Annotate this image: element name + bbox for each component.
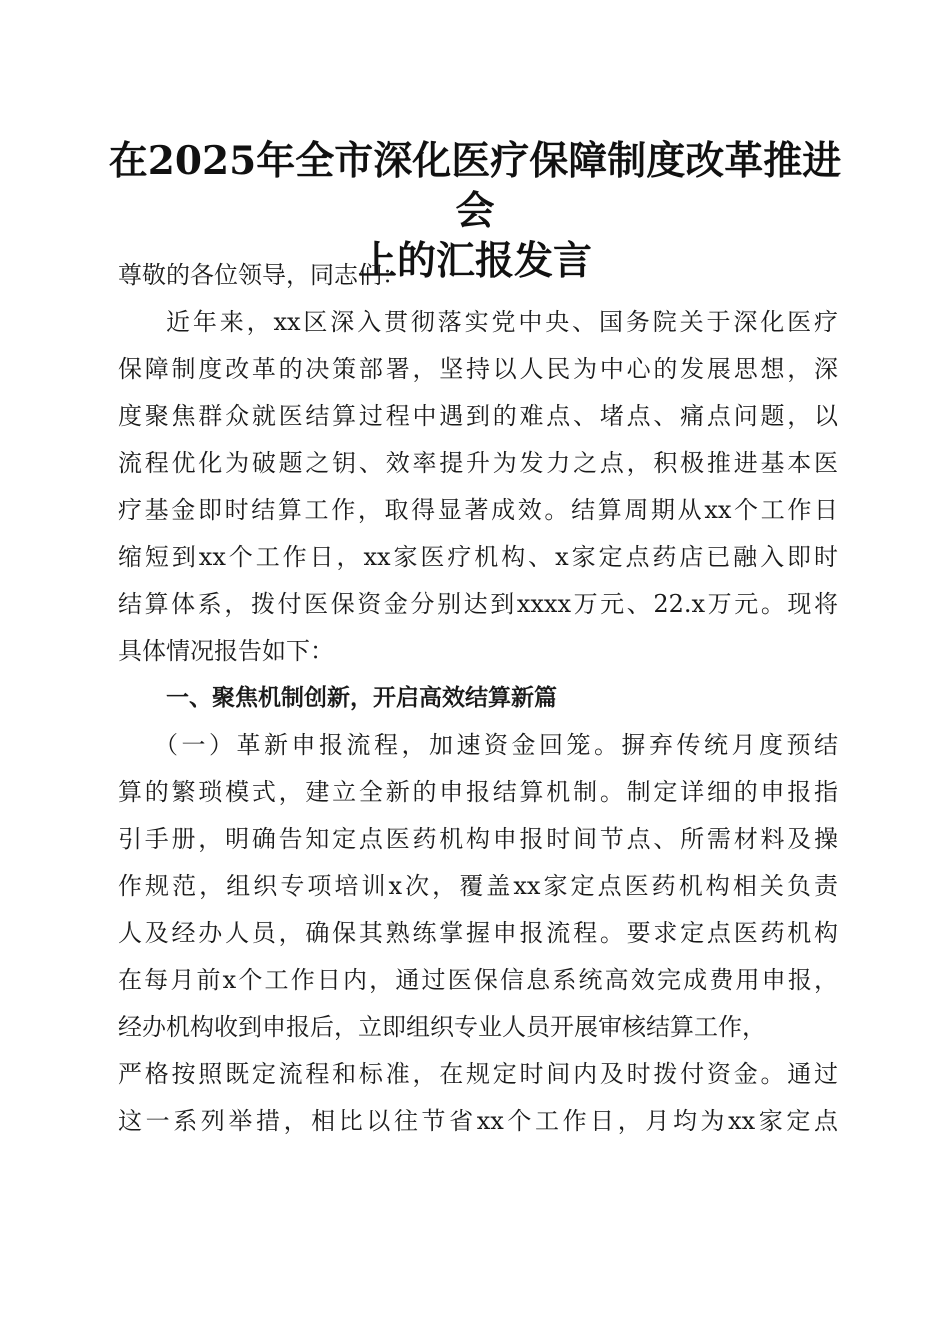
- paragraph-line: 严格按照既定流程和标准，在规定时间内及时拨付资金。通过: [118, 1060, 838, 1088]
- paragraph-line: 在每月前x个工作日内，通过医保信息系统高效完成费用申报，: [118, 966, 838, 994]
- paragraph-line: 经办机构收到申报后，立即组织专业人员开展审核结算工作，: [118, 1013, 766, 1041]
- document-body: [118, 252, 838, 1145]
- paragraph-line: 人及经办人员，确保其熟练掌握申报流程。要求定点医药机构: [118, 919, 838, 947]
- paragraph-line: 结算体系，拨付医保资金分别达到xxxx万元、22.x万元。现将: [118, 590, 838, 618]
- paragraph-line: 具体情况报告如下：: [118, 637, 334, 665]
- paragraph-line: 度聚焦群众就医结算过程中遇到的难点、堵点、痛点问题，以: [118, 402, 838, 430]
- title-line-1: 在2025年全市深化医疗保障制度改革推进会: [108, 138, 842, 234]
- paragraph-line: 引手册，明确告知定点医药机构申报时间节点、所需材料及操: [118, 825, 838, 853]
- salutation: 尊敬的各位领导，同志们：: [118, 261, 406, 289]
- paragraph-line: 算的繁琐模式，建立全新的申报结算机制。制定详细的申报指: [118, 778, 838, 806]
- title-line-2: 上的汇报发言: [357, 238, 592, 284]
- paragraph-line: 这一系列举措，相比以往节省xx个工作日，月均为xx家定点: [118, 1107, 838, 1135]
- paragraph-line: 疗基金即时结算工作，取得显著成效。结算周期从xx个工作日: [118, 496, 838, 524]
- paragraph-line: 作规范，组织专项培训x次，覆盖xx家定点医药机构相关负责: [118, 872, 838, 900]
- paragraph-line: 流程优化为破题之钥、效率提升为发力之点，积极推进基本医: [118, 449, 838, 477]
- section-heading: 一、聚焦机制创新，开启高效结算新篇: [166, 685, 557, 711]
- paragraph-line: 近年来，xx区深入贯彻落实党中央、国务院关于深化医疗: [166, 308, 838, 336]
- section-paragraph: [118, 722, 838, 1145]
- paragraph-line: （一）革新申报流程，加速资金回笼。摒弃传统月度预结: [154, 731, 838, 759]
- paragraph-line: 保障制度改革的决策部署，坚持以人民为中心的发展思想，深: [118, 355, 838, 383]
- paragraph-line: 缩短到xx个工作日，xx家医疗机构、x家定点药店已融入即时: [118, 543, 838, 571]
- intro-paragraph: [118, 299, 838, 675]
